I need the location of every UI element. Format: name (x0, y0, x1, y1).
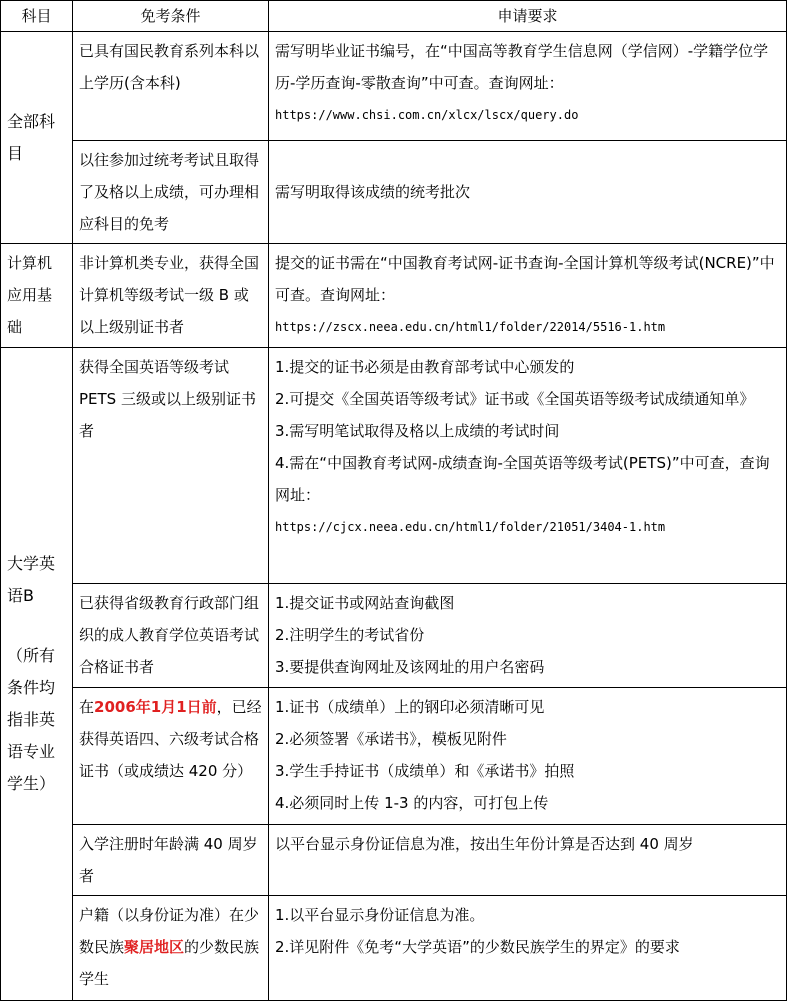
table-row (1, 688, 787, 825)
requirement-item: 2.注明学生的考试省份 (275, 626, 425, 644)
condition-cell: 非计算机类专业，获得全国计算机等级考试一级 B 或以上级别证书者 (73, 244, 269, 348)
subject-title: 大学英语B (7, 554, 56, 605)
requirement-item: 3.要提供查询网址及该网址的用户名密码 (275, 658, 545, 676)
condition-cell: 获得全国英语等级考试 PETS 三级或以上级别证书者 (73, 348, 269, 584)
condition-cell: 以往参加过统考考试且取得了及格以上成绩，可办理相应科目的免考 (73, 141, 269, 244)
requirement-text: 提交的证书需在“中国教育考试网-证书查询-全国计算机等级考试(NCRE)”中可查。查询网址： (275, 254, 775, 304)
requirement-text: 需写明毕业证书编号，在“中国高等教育学生信息网（学信网）-学籍学位学历-学历查询-零散查询”中可查。查询网址： (275, 42, 769, 92)
requirement-cell (269, 244, 787, 348)
subject-cell (1, 348, 73, 1001)
deadline-date: 2006年1月1日前 (94, 698, 217, 716)
query-url: https://www.chsi.com.cn/xlcx/lscx/query.do (275, 108, 579, 122)
query-url: https://cjcx.neea.edu.cn/html1/folder/21051/3404-1.htm (275, 520, 666, 534)
condition-cell: 入学注册时年龄满 40 周岁者 (73, 825, 269, 896)
requirement-item: 1.以平台显示身份证信息为准。 (275, 906, 485, 924)
condition-text: 在 (79, 698, 95, 716)
header-subject: 科目 (1, 1, 73, 32)
requirement-item: 1.提交的证书必须是由教育部考试中心颁发的 (275, 358, 575, 376)
requirement-cell: 需写明取得该成绩的统考批次 (269, 141, 787, 244)
requirement-cell (269, 688, 787, 825)
requirement-item: 1.证书（成绩单）上的钢印必须清晰可见 (275, 698, 545, 716)
requirement-cell (269, 348, 787, 584)
requirement-item: 2.必须签署《承诺书》，模板见附件 (275, 730, 507, 748)
requirement-item: 4.必须同时上传 1-3 的内容，可打包上传 (275, 794, 549, 812)
condition-text: 户籍（以身份证为准）在少数民族 (79, 906, 260, 956)
highlight-text: 聚居地区 (124, 938, 185, 956)
requirement-cell (269, 584, 787, 688)
header-condition: 免考条件 (73, 1, 269, 32)
subject-cell: 全部科目 (1, 32, 73, 244)
condition-cell: 已具有国民教育系列本科以上学历(含本科) (73, 32, 269, 141)
requirement-item: 3.学生手持证书（成绩单）和《承诺书》拍照 (275, 762, 575, 780)
requirement-cell: 以平台显示身份证信息为准，按出生年份计算是否达到 40 周岁 (269, 825, 787, 896)
requirement-item: 2.可提交《全国英语等级考试》证书或《全国英语等级考试成绩通知单》 (275, 390, 755, 408)
condition-cell (73, 688, 269, 825)
table-row (1, 584, 787, 688)
requirement-item: 2.详见附件《免考“大学英语”的少数民族学生的界定》的要求 (275, 938, 680, 956)
requirement-item: 4.需在“中国教育考试网-成绩查询-全国英语等级考试(PETS)”中可查，查询网址： (275, 454, 770, 504)
table-row (1, 32, 787, 141)
requirement-item: 3.需写明笔试取得及格以上成绩的考试时间 (275, 422, 560, 440)
subject-note: （所有条件均指非英语专业学生） (7, 646, 56, 793)
table-row (1, 896, 787, 1001)
requirement-item: 1.提交证书或网站查询截图 (275, 594, 455, 612)
table-row (1, 244, 787, 348)
condition-text: ，已经获得英语四、六级考试合格证书（或成绩达 420 分） (79, 698, 262, 780)
table-row (1, 825, 787, 896)
condition-cell: 已获得省级教育行政部门组织的成人教育学位英语考试合格证书者 (73, 584, 269, 688)
requirement-cell (269, 896, 787, 1001)
table-row (1, 348, 787, 584)
subject-cell: 计算机应用基础 (1, 244, 73, 348)
condition-cell (73, 896, 269, 1001)
table-row (1, 141, 787, 244)
condition-text: 的少数民族学生 (79, 938, 260, 988)
header-requirement: 申请要求 (269, 1, 787, 32)
requirement-cell (269, 32, 787, 141)
table-header-row (1, 1, 787, 32)
query-url: https://zscx.neea.edu.cn/html1/folder/22014/5516-1.htm (275, 320, 666, 334)
